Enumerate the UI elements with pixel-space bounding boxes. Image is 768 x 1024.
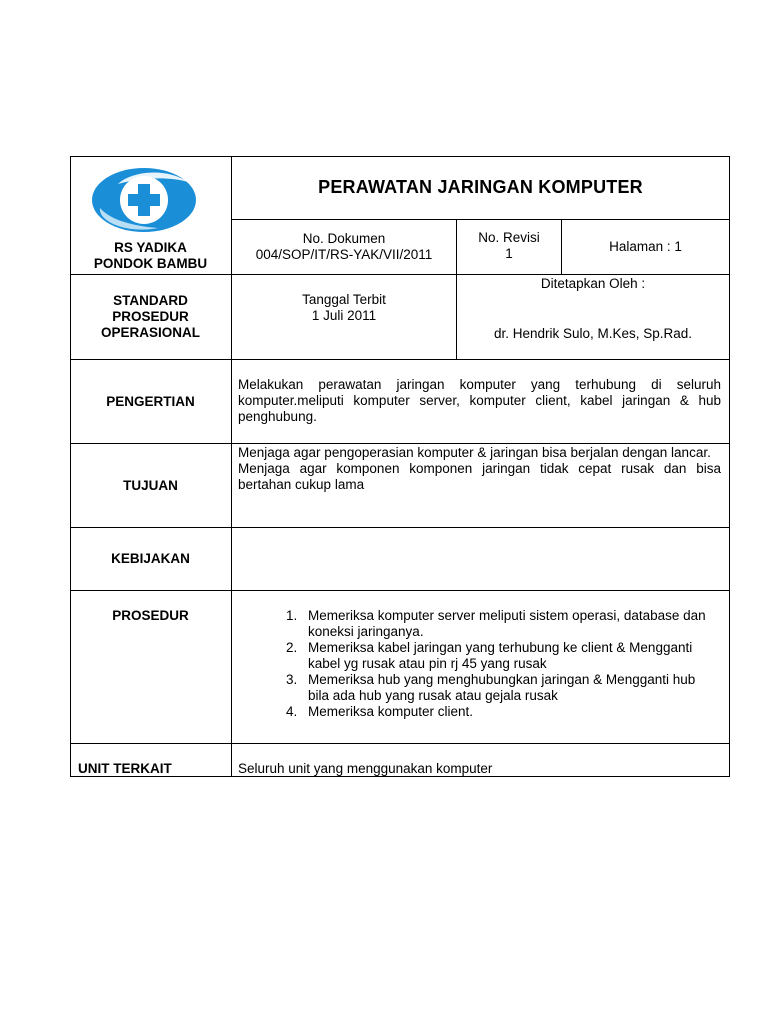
sop-line2: PROSEDUR [112, 309, 189, 324]
revision-value: 1 [505, 246, 513, 261]
issue-date [232, 292, 456, 324]
step-text: Memeriksa hub yang menghubungkan jaringan & Mengganti hub bila ada hub yang rusak atau gejala rusak [308, 672, 696, 703]
table-border-right [729, 156, 730, 777]
hospital-cross-logo-icon [88, 164, 200, 236]
step-text: Memeriksa komputer server meliputi sistem operasi, database dan koneksi jaringanya. [308, 608, 706, 639]
unit-terkait-text: Seluruh unit yang menggunakan komputer [238, 761, 493, 776]
prosedur-list [286, 608, 706, 720]
doc-no-label: No. Dokumen [302, 231, 386, 246]
sop-line1: STANDARD [113, 293, 188, 308]
org-name-line2: PONDOK BAMBU [93, 256, 208, 271]
page-number: Halaman : 1 [609, 239, 682, 254]
step-text: Memeriksa komputer client. [308, 704, 474, 719]
approved-by-label: Ditetapkan Oleh : [540, 276, 646, 291]
step-number: 4. [286, 704, 298, 719]
revision-label: No. Revisi [478, 230, 540, 245]
sop-document [70, 156, 730, 777]
issue-date-label: Tanggal Terbit [302, 292, 386, 307]
step-number: 3. [286, 672, 298, 687]
pengertian-text: Melakukan perawatan jaringan komputer yang terhubung di seluruh komputer.meliputi komputer server, komputer client, kabel jaringan & hub penghubung. [238, 377, 721, 424]
list-item [286, 704, 706, 720]
document-title: PERAWATAN JARINGAN KOMPUTER [318, 177, 643, 197]
issue-date-value: 1 Juli 2011 [311, 308, 377, 323]
revision-number [457, 230, 561, 262]
list-item [286, 672, 706, 704]
tujuan-line1: Menjaga agar pengoperasian komputer & jaringan bisa berjalan dengan lancar. [238, 445, 711, 460]
tujuan-text [238, 445, 721, 493]
list-item [286, 608, 706, 640]
tujuan-label: TUJUAN [123, 477, 178, 493]
doc-no-value: 004/SOP/IT/RS-YAK/VII/2011 [255, 247, 433, 262]
row-divider [70, 590, 730, 591]
pengertian-label: PENGERTIAN [106, 393, 195, 409]
document-number [232, 220, 456, 274]
row-divider [70, 743, 730, 744]
hospital-logo [88, 164, 200, 236]
organization-name [70, 240, 231, 272]
kebijakan-label: KEBIJAKAN [111, 551, 190, 566]
unit-terkait-label: UNIT TERKAIT [78, 761, 172, 776]
org-name-line1: RS YADIKA [114, 240, 187, 255]
step-number: 1. [286, 608, 298, 623]
sop-label [70, 275, 231, 359]
step-text: Memeriksa kabel jaringan yang terhubung ke client & Mengganti kabel yg rusak atau pin rj 45 yang rusak [308, 640, 693, 671]
list-item [286, 640, 706, 672]
tujuan-line2: Menjaga agar komponen komponen jaringan tidak cepat rusak dan bisa bertahan cukup lama [238, 461, 721, 492]
step-number: 2. [286, 640, 298, 655]
sop-line3: OPERASIONAL [100, 325, 200, 340]
approved-by-name: dr. Hendrik Sulo, M.Kes, Sp.Rad. [493, 326, 693, 341]
prosedur-label: PROSEDUR [112, 608, 189, 623]
